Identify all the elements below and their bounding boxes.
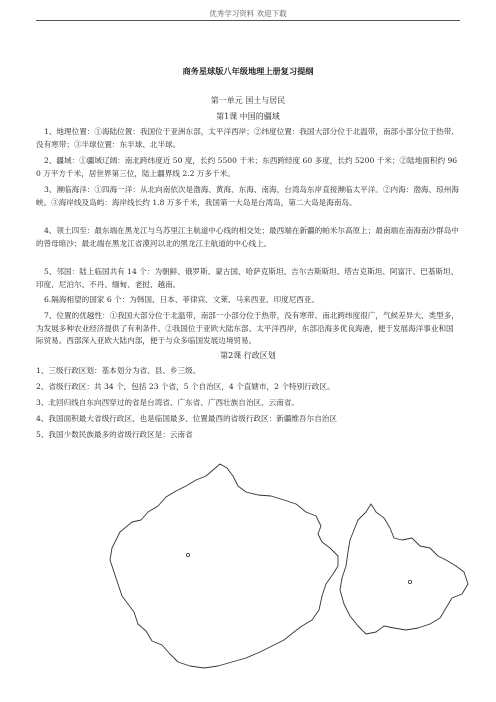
lesson2-heading: 第2课 行政区划 bbox=[220, 351, 276, 360]
section3-para: 3、濒临海洋：①四海一洋：从北向南依次是渤海、黄海、东海、南海，台湾岛东岸直接濒临太平洋。②内海：渤海、琼州海峡。③海岸线及岛屿：海岸线长约 1.8 万多千米，我国第一大岛是台湾岛，第二大岛是海南岛。 bbox=[36, 185, 459, 207]
section5-para: 5、邻国：陆上临国共有 14 个：为朝鲜、俄罗斯、蒙古国、哈萨克斯坦、吉尔吉斯斯坦、塔吉克斯坦、阿富汗、巴基斯坦、印度、尼泊尔、不丹、缅甸、老挝、越南。 bbox=[36, 267, 459, 289]
page-header: 优秀学习资料 欢迎下载 bbox=[209, 9, 287, 18]
xinjiang-outline-map bbox=[110, 464, 338, 668]
section7-para: 7、位置的优越性：①我国大部分位于北温带，南部一小部分位于热带，没有寒带。南北跨纬度很广，气候差异大、类型多，为发展多种农业经济提供了有利条件。②我国位于亚欧大陆东部、太平洋西岸，东部沿海多优良海港，便于发展海洋事业和国际贸易。西部深入亚欧大陆内部，便于与众多临国发展边境贸易。 bbox=[36, 311, 459, 345]
section6-para: 6.隔海相望的国家 6 个：为韩国、日本、菲律宾、文莱、马来西亚、印度尼西亚。 bbox=[44, 295, 320, 304]
section2-para: 2、疆域：①疆域辽阔：南北跨纬度近 50 度，长约 5500 千米；东西跨经度 60 多度，长约 5200 千米；②陆地面积约 960 万平方千米，居世界第三位，陆上疆界线 2.2 万多千米。 bbox=[36, 156, 458, 178]
admin-para-4: 4、我国面积最大省级行政区、也是临国最多、位置最西的省级行政区：新疆维吾尔自治区 bbox=[36, 414, 337, 423]
document-title: 商务星球版八年级地理上册复习提纲 bbox=[182, 66, 314, 76]
section1-para: 1、地理位置：①海陆位置：我国位于亚洲东部，太平洋西岸；②纬度位置：我国大部分位于北温带，南部小部分位于热带,没有寒带；③半球位置：东半球、北半球。 bbox=[36, 127, 454, 149]
section4-para: 4、领土四至：最东端在黑龙江与乌苏里江主航道中心线的相交处；最西端在新疆的帕米尔高原上；最南端在南海南沙群岛中的曾母暗沙；最北端在黑龙江省漠河以北的黑龙江主航道的中心线上。 bbox=[36, 226, 459, 248]
lesson1-heading: 第1课 中国的疆域 bbox=[216, 112, 280, 121]
admin-para-3: 3、北回归线自东向西穿过的省是台湾省、广东省、广西壮族自治区、云南省。 bbox=[36, 398, 300, 407]
admin-para-1: 1、三级行政区划：基本划分为省、县、乡三级。 bbox=[36, 366, 201, 375]
unit-heading: 第一单元 国土与居民 bbox=[210, 96, 286, 105]
admin-para-2: 2、省级行政区：共 34 个，包括 23 个省，5 个自治区，4 个直辖市，2 个特别行政区。 bbox=[36, 382, 335, 391]
urumqi-marker bbox=[186, 553, 189, 556]
admin-para-5: 5、我国少数民族最多的省级行政区是：云南省 bbox=[36, 430, 193, 439]
yunnan-outline-map bbox=[340, 504, 468, 634]
kunming-marker bbox=[408, 580, 411, 583]
